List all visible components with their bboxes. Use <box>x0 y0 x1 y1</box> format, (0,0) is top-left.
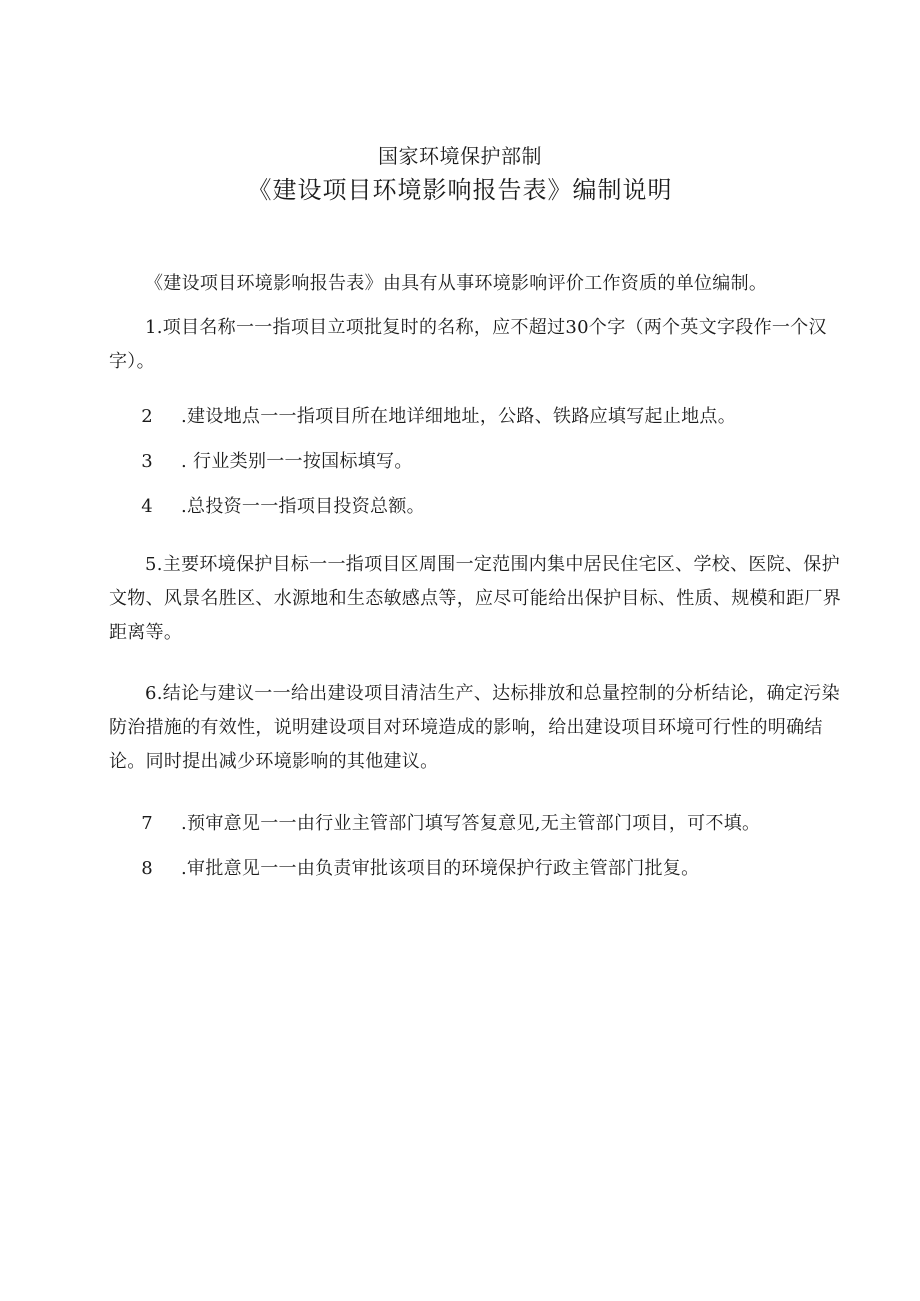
list-item-6 <box>109 677 849 779</box>
list-item-text: .主要环境保护目标一一指项目区周围一定范围内集中居民住宅区、学校、医院、保护文物、风景名胜区、水源地和生态敏感点等，应尽可能给出保护目标、性质、规模和距厂界距离等。 <box>109 554 841 643</box>
list-item-text: .结论与建议一一给出建设项目清洁生产、达标排放和总量控制的分析结论，确定污染防治措施的有效性，说明建设项目对环境造成的影响，给出建设项目环境可行性的明确结论。同时提出减少环境影响的其他建议。 <box>109 683 840 772</box>
list-item-text: .预审意见一一由行业主管部门填写答复意见,无主管部门项目，可不填。 <box>181 813 761 834</box>
list-item-3 <box>109 445 849 479</box>
document-title: 《建设项目环境影响报告表》编制说明 <box>247 176 673 204</box>
list-item-number: 7 <box>141 813 153 834</box>
list-item-number: 2 <box>141 406 153 427</box>
list-item-text: .建设地点一一指项目所在地详细地址，公路、铁路应填写起止地点。 <box>181 406 737 427</box>
intro-paragraph: 《建设项目环境影响报告表》由具有从事环境影响评价工作资质的单位编制。 <box>145 273 768 294</box>
list-item-number: 6 <box>145 683 157 704</box>
list-item-number: 1 <box>145 317 157 338</box>
list-item-1 <box>109 311 849 379</box>
list-item-number: 5 <box>145 554 157 575</box>
list-item-number: 4 <box>141 496 153 517</box>
list-item-8 <box>109 852 849 886</box>
list-item-number: 8 <box>141 858 153 879</box>
list-item-text: .项目名称一一指项目立项批复时的名称，应不超过30个字（两个英文字段作一个汉字）。 <box>109 317 827 372</box>
list-item-5 <box>109 548 849 650</box>
issuing-authority: 国家环境保护部制 <box>378 144 542 168</box>
list-item-text: .审批意见一一由负责审批该项目的环境保护行政主管部门批复。 <box>181 858 700 879</box>
list-item-text: .总投资一一指项目投资总额。 <box>181 496 425 517</box>
list-item-text: . 行业类别一一按国标填写。 <box>181 451 413 472</box>
list-item-number: 3 <box>141 451 153 472</box>
list-item-7 <box>109 807 849 841</box>
list-item-2 <box>109 400 849 434</box>
list-item-4 <box>109 490 849 524</box>
